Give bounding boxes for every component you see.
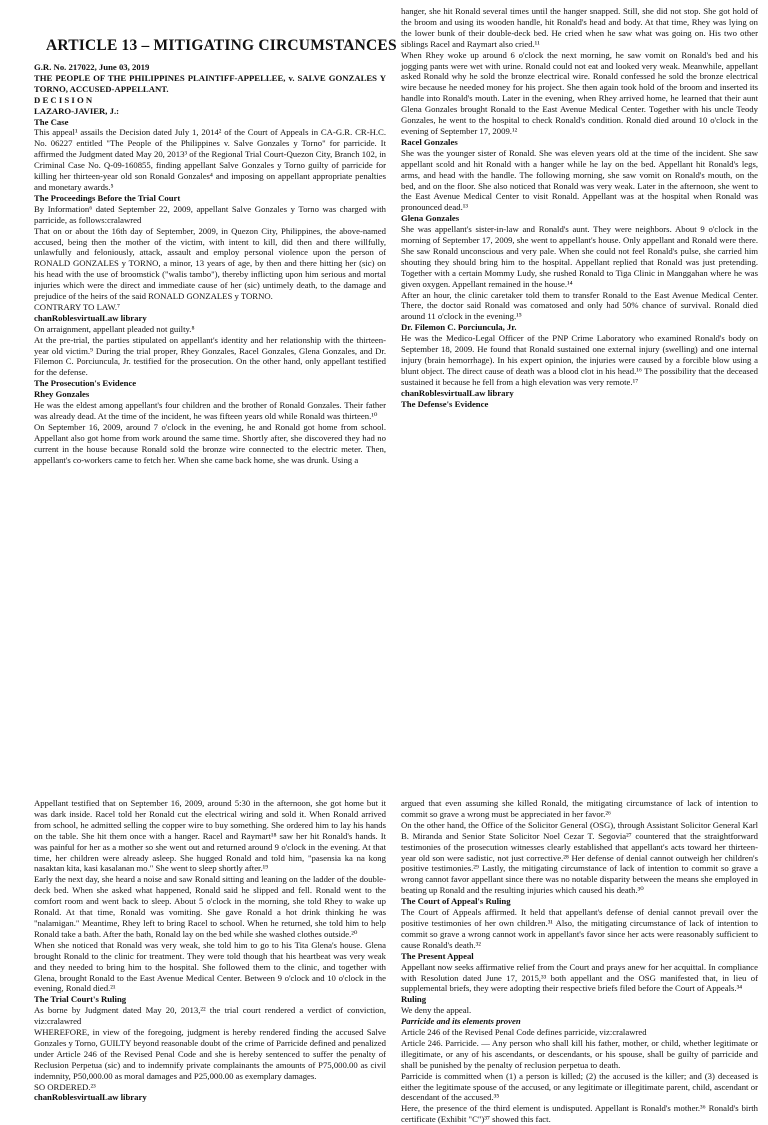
section-heading: Parricide and its elements proven (401, 1016, 521, 1027)
section-heading: The Court of Appeal's Ruling (401, 896, 511, 907)
paragraph: Parricide is committed when (1) a person is killed; (2) the accused is the killer; and (3) deceased is either the legitimate spouse of the accused, or any legitimate or illegitimate parent, child, ascendant or descendant of the accused.³⁵ (401, 1070, 758, 1103)
section-heading: Glena Gonzales (401, 213, 460, 224)
paragraph: When she noticed that Ronald was very weak, she told him to go to his Tita Glena's house. Glena brought Ronald to the clinic for treatment. They were told though that his heartbeat was very weak and they needed to bring him to the hospital. She followed them to the clinic, and together with Glena, brought Ronald to the East Avenue Medical Center. Between 9 o'clock and 10 o'clock in the evening, Ronald died.²¹ (34, 939, 386, 994)
paragraph: Here, the presence of the third element is undisputed. Appellant is Ronald's mother.³⁶ Ronald's birth certificate (Exhibit "C")³⁷ showed this fact. (401, 1103, 758, 1125)
section-heading: chanRoblesvirtualLaw library (34, 1092, 147, 1103)
paragraph: On the other hand, the Office of the Solicitor General (OSG), through Assistant Solicitor General Karl B. Miranda and Senior State Solicitor Noel Cezar T. Segovia²⁷ countered that the straightforward testimonies of the prosecution witnesses clearly established that appellant's acts toward her thirteen-year old son were sadistic, not just corrective.²⁸ Her defense of denial cannot outweigh her children's positive testimonies.²⁹ Lastly, the mitigating circumstance of lack of intention to commit so grave a wrong cannot favor appellant since there was no notable disparity between the means she employed in beating up Ronald and the resulting injuries which caused his death.³⁰ (401, 819, 758, 896)
paragraph: On September 16, 2009, around 7 o'clock in the evening, he and Ronald got home from school. Appellant also got home from work around the same time. Shortly after, she discovered they had no current in the house because Ronald sold the bronze wire connected to the electric meter. Then, appellant's co-workers came to fetch her. When she came back home, she was drunk. Using a (34, 421, 386, 465)
section-heading: THE PEOPLE OF THE PHILIPPINES PLAINTIFF-APPELLEE, v. SALVE GONZALES Y TORNO, ACCUSED-APPELLANT. (34, 72, 386, 94)
column-top-left (34, 62, 386, 466)
section-heading: chanRoblesvirtualLaw library (34, 312, 147, 323)
paragraph: He was the Medico-Legal Officer of the PNP Crime Laboratory who examined Ronald's body on September 18, 2009. He found that Ronald sustained one external injury (swelling) and one internal injury (brain hemorrhage). In his expert opinion, the injuries were caused by a forcible blow using a blunt object. The direct cause of death was a blood clot in his head.¹⁶ The possibility that the deceased sustained it because he fell from a high elevation was very remote.¹⁷ (401, 333, 758, 387)
paragraph: CONTRARY TO LAW.⁷ (34, 301, 121, 312)
section-heading: Racel Gonzales (401, 136, 458, 147)
section-heading: The Case (34, 116, 69, 127)
paragraph: On arraignment, appellant pleaded not guilty.⁸ (34, 323, 195, 334)
paragraph: At the pre-trial, the parties stipulated on appellant's identity and her relationship with the thirteen-year old victim.⁹ During the trial proper, Rhey Gonzales, Racel Gonzales, Glena Gonzales, and Dr. Filemon C. Porciuncula, Jr. testified for the prosecution. On the other hand, only appellant testified for the defense. (34, 334, 386, 378)
section-heading: LAZARO-JAVIER, J.: (34, 105, 120, 116)
paragraph: After an hour, the clinic caretaker told them to transfer Ronald to the East Avenue Medical Center. There, the doctor said Ronald was comatosed and only had 50% chance of survival. Ronald died around 11 o'clock in the evening.¹⁵ (401, 289, 758, 322)
paragraph: We deny the appeal. (401, 1005, 472, 1016)
section-heading: Rhey Gonzales (34, 389, 90, 400)
paragraph: hanger, she hit Ronald several times until the hanger snapped. Still, she did not stop. She got hold of the broom and using its wooden handle, hit Ronald's head and body. At that time, Rhey was lying on the lower bunk of their double-deck bed. He cried when he saw what was going on. His two other siblings Racel and Raymart also cried.¹¹ (401, 6, 758, 49)
section-heading: chanRoblesvirtualLaw library (401, 387, 514, 398)
paragraph: argued that even assuming she killed Ronald, the mitigating circumstance of lack of intention to commit so grave a wrong must be appreciated in her favor.²⁶ (401, 798, 758, 819)
page-title: ARTICLE 13 – MITIGATING CIRCUMSTANCES (46, 37, 397, 54)
section-heading: G.R. No. 217022, June 03, 2019 (34, 62, 150, 72)
paragraph: She was the younger sister of Ronald. She was eleven years old at the time of the incident. She saw appellant scold and hit Ronald with a hanger while he lay on the bed. Appellant hit Ronald's legs, arms, and head with the handle. The following morning, she saw vomit on Ronald's mouth, on the bed, and on the floor. She also noticed that Ronald was very weak. Later in the afternoon, she went to the East Avenue Medical Center to visit Ronald. Appellant was at the hospital when Ronald was pronounced dead.¹³ (401, 147, 758, 213)
column-top-right (401, 6, 758, 410)
column-bottom-left (34, 798, 386, 1103)
paragraph: SO ORDERED.²³ (34, 1081, 96, 1092)
section-heading: The Present Appeal (401, 950, 474, 961)
section-heading: Dr. Filemon C. Porciuncula, Jr. (401, 322, 517, 333)
paragraph: The Court of Appeals affirmed. It held that appellant's defense of denial cannot prevail over the positive testimonies of her own children.³¹ Also, the mitigating circumstance of lack of intention to commit so grave a wrong cannot work in appellant's favor since her acts were reasonably sufficient to cause Ronald's death.³² (401, 907, 758, 950)
paragraph: Article 246. Parricide. — Any person who shall kill his father, mother, or child, whether legitimate or illegitimate, or any of his ascendants, or descendants, or his spouse, shall be guilty of parricide and shall be punished by the penalty of reclusion perpetua to death. (401, 1037, 758, 1070)
paragraph: Early the next day, she heard a noise and saw Ronald sitting and leaning on the ladder of the double-deck bed. When she asked what happened, Ronald said he slipped and fell. Ronald went to the comfort room and went back to sleep. About 5 o'clock in the morning, she told Rhey to wake up Ronald. At that time, Ronald was vomiting. She gave Ronald a hot drink thinking he was "nalamigan." Meantime, Rhey left to bring Racel to school. When he returned, she told him to help Ronald take a bath. After the bath, Ronald lay on the bed while she washed clothes outside.²⁰ (34, 874, 386, 939)
section-heading: The Trial Court's Ruling (34, 994, 127, 1005)
paragraph: That on or about the 16th day of September, 2009, in Quezon City, Philippines, the above-named accused, being then the mother of the victim, with intent to kill, did then and there willfully, unlawfully and feloniously, attack, assault and employ personal violence upon the person of RONALD GONZALES y TORNO, a minor, 13 years of age, by then and there hitting her (sic) on his head with the use of broomstick ("walis tambo"), thereby inflicting upon him serious and mortal injuries which were the direct and immediate cause of her (sic) untimely death, to the damage and prejudice of the heirs of the said RONALD GONZALES y TORNO. (34, 225, 386, 302)
paragraph: She was appellant's sister-in-law and Ronald's aunt. They were neighbors. About 9 o'clock in the morning of September 17, 2009, she went to appellant's house. Only appellant and Ronald were there. She saw Ronald unconscious and very pale. When she could not feel Ronald's pulse, she carried him shouting they should bring him to the hospital. Appellant replied that Ronald was just pretending. Together with a certain Mommy Ludy, she rushed Ronald to Tiga Clinic in Manggahan where he was given oxygen. Appellant remained in the house.¹⁴ (401, 224, 758, 289)
paragraph: As borne by Judgment dated May 20, 2013,²² the trial court rendered a verdict of conviction, viz:cralawred (34, 1005, 386, 1027)
paragraph: This appeal¹ assails the Decision dated July 1, 2014² of the Court of Appeals in CA-G.R. CR-H.C. No. 06227 entitled "The People of the Philippines v. Salve Gonzales y Torno" for parricide. It affirmed the Judgment dated May 20, 2013³ of the Regional Trial Court-Quezon City, Branch 102, in Criminal Case No. Q-09-160855, finding appellant Salve Gonzales y Torno guilty of parricide for killing her thirteen-year old son Ronald Gonzales⁴ and imposing on appellant appropriate penalties and monetary awards.⁵ (34, 127, 386, 192)
paragraph: When Rhey woke up around 6 o'clock the next morning, he saw vomit on Ronald's bed and his jogging pants were wet with urine. Ronald could not eat and looked very weak. Meanwhile, appellant asked Ronald why he sold the bronze electrical wire. Ronald confessed he sold the bronze electrical wire because he needed money for his project. She then again took hold of the broom and inserted its handle into Ronald's mouth. Later in the evening, when Rhey arrived home, he learned that their aunt Glena Gonzales brought Ronald to the East Avenue Medical Center. Together with his uncle Teody Gonzales, he went to the hospital to check Ronald's condition. Ronald died around 10 o'clock in the evening of September 17, 2009.¹² (401, 49, 758, 136)
paragraph: Article 246 of the Revised Penal Code defines parricide, viz:cralawred (401, 1027, 647, 1038)
paragraph: By Information⁶ dated September 22, 2009, appellant Salve Gonzales y Torno was charged with parricide, as follows:cralawred (34, 203, 386, 225)
paragraph: He was the eldest among appellant's four children and the brother of Ronald Gonzales. Their father was already dead. At the time of the incident, he was fifteen years old while Ronald was thirteen.¹⁰ (34, 400, 386, 421)
section-heading: The Proceedings Before the Trial Court (34, 192, 181, 203)
paragraph: Appellant testified that on September 16, 2009, around 5:30 in the afternoon, she got home but it was dark inside. Racel told her Ronald cut the electrical wiring and sold it. When Ronald arrived from school, he admitted selling the copper wire to buy something. She ordered him to lay his hands on the table. She hit them once with a hanger. Racel and Raymart¹⁸ saw her hit Ronald's hands. It was painful for her as a mother so she went out and returned around 9 o'clock in the evening. At that time, her children were already asleep. She hugged Ronald and told him, "pasensia ka na kong nasaktan kita, kasi kasalanan mo." She went to sleep shortly after.¹⁹ (34, 798, 386, 874)
section-heading: D E C I S I O N (34, 94, 93, 105)
section-heading: Ruling (401, 994, 427, 1005)
section-heading: The Prosecution's Evidence (34, 378, 137, 389)
section-heading: The Defense's Evidence (401, 398, 489, 409)
column-bottom-right (401, 798, 758, 1125)
paragraph: WHEREFORE, in view of the foregoing, judgment is hereby rendered finding the accused Salve Gonzales y Torno, GUILTY beyond reasonable doubt of the crime of Parricide defined and penalized under Article 246 of the Revised Penal Code and she is hereby sentenced to suffer the penalty of Reclusion Perpetua (sic) and to indemnify private complainants the amounts of P75,000.00 as civil indemnity, P50,000.00 as moral damages and P25,000.00 as exemplary damages. (34, 1027, 386, 1081)
paragraph: Appellant now seeks affirmative relief from the Court and prays anew for her acquittal. In compliance with Resolution dated June 17, 2015,³³ both appellant and the OSG manifested that, in lieu of supplemental briefs, they were adopting their respective briefs filed before the Court of Appeals.³⁴ (401, 961, 758, 994)
